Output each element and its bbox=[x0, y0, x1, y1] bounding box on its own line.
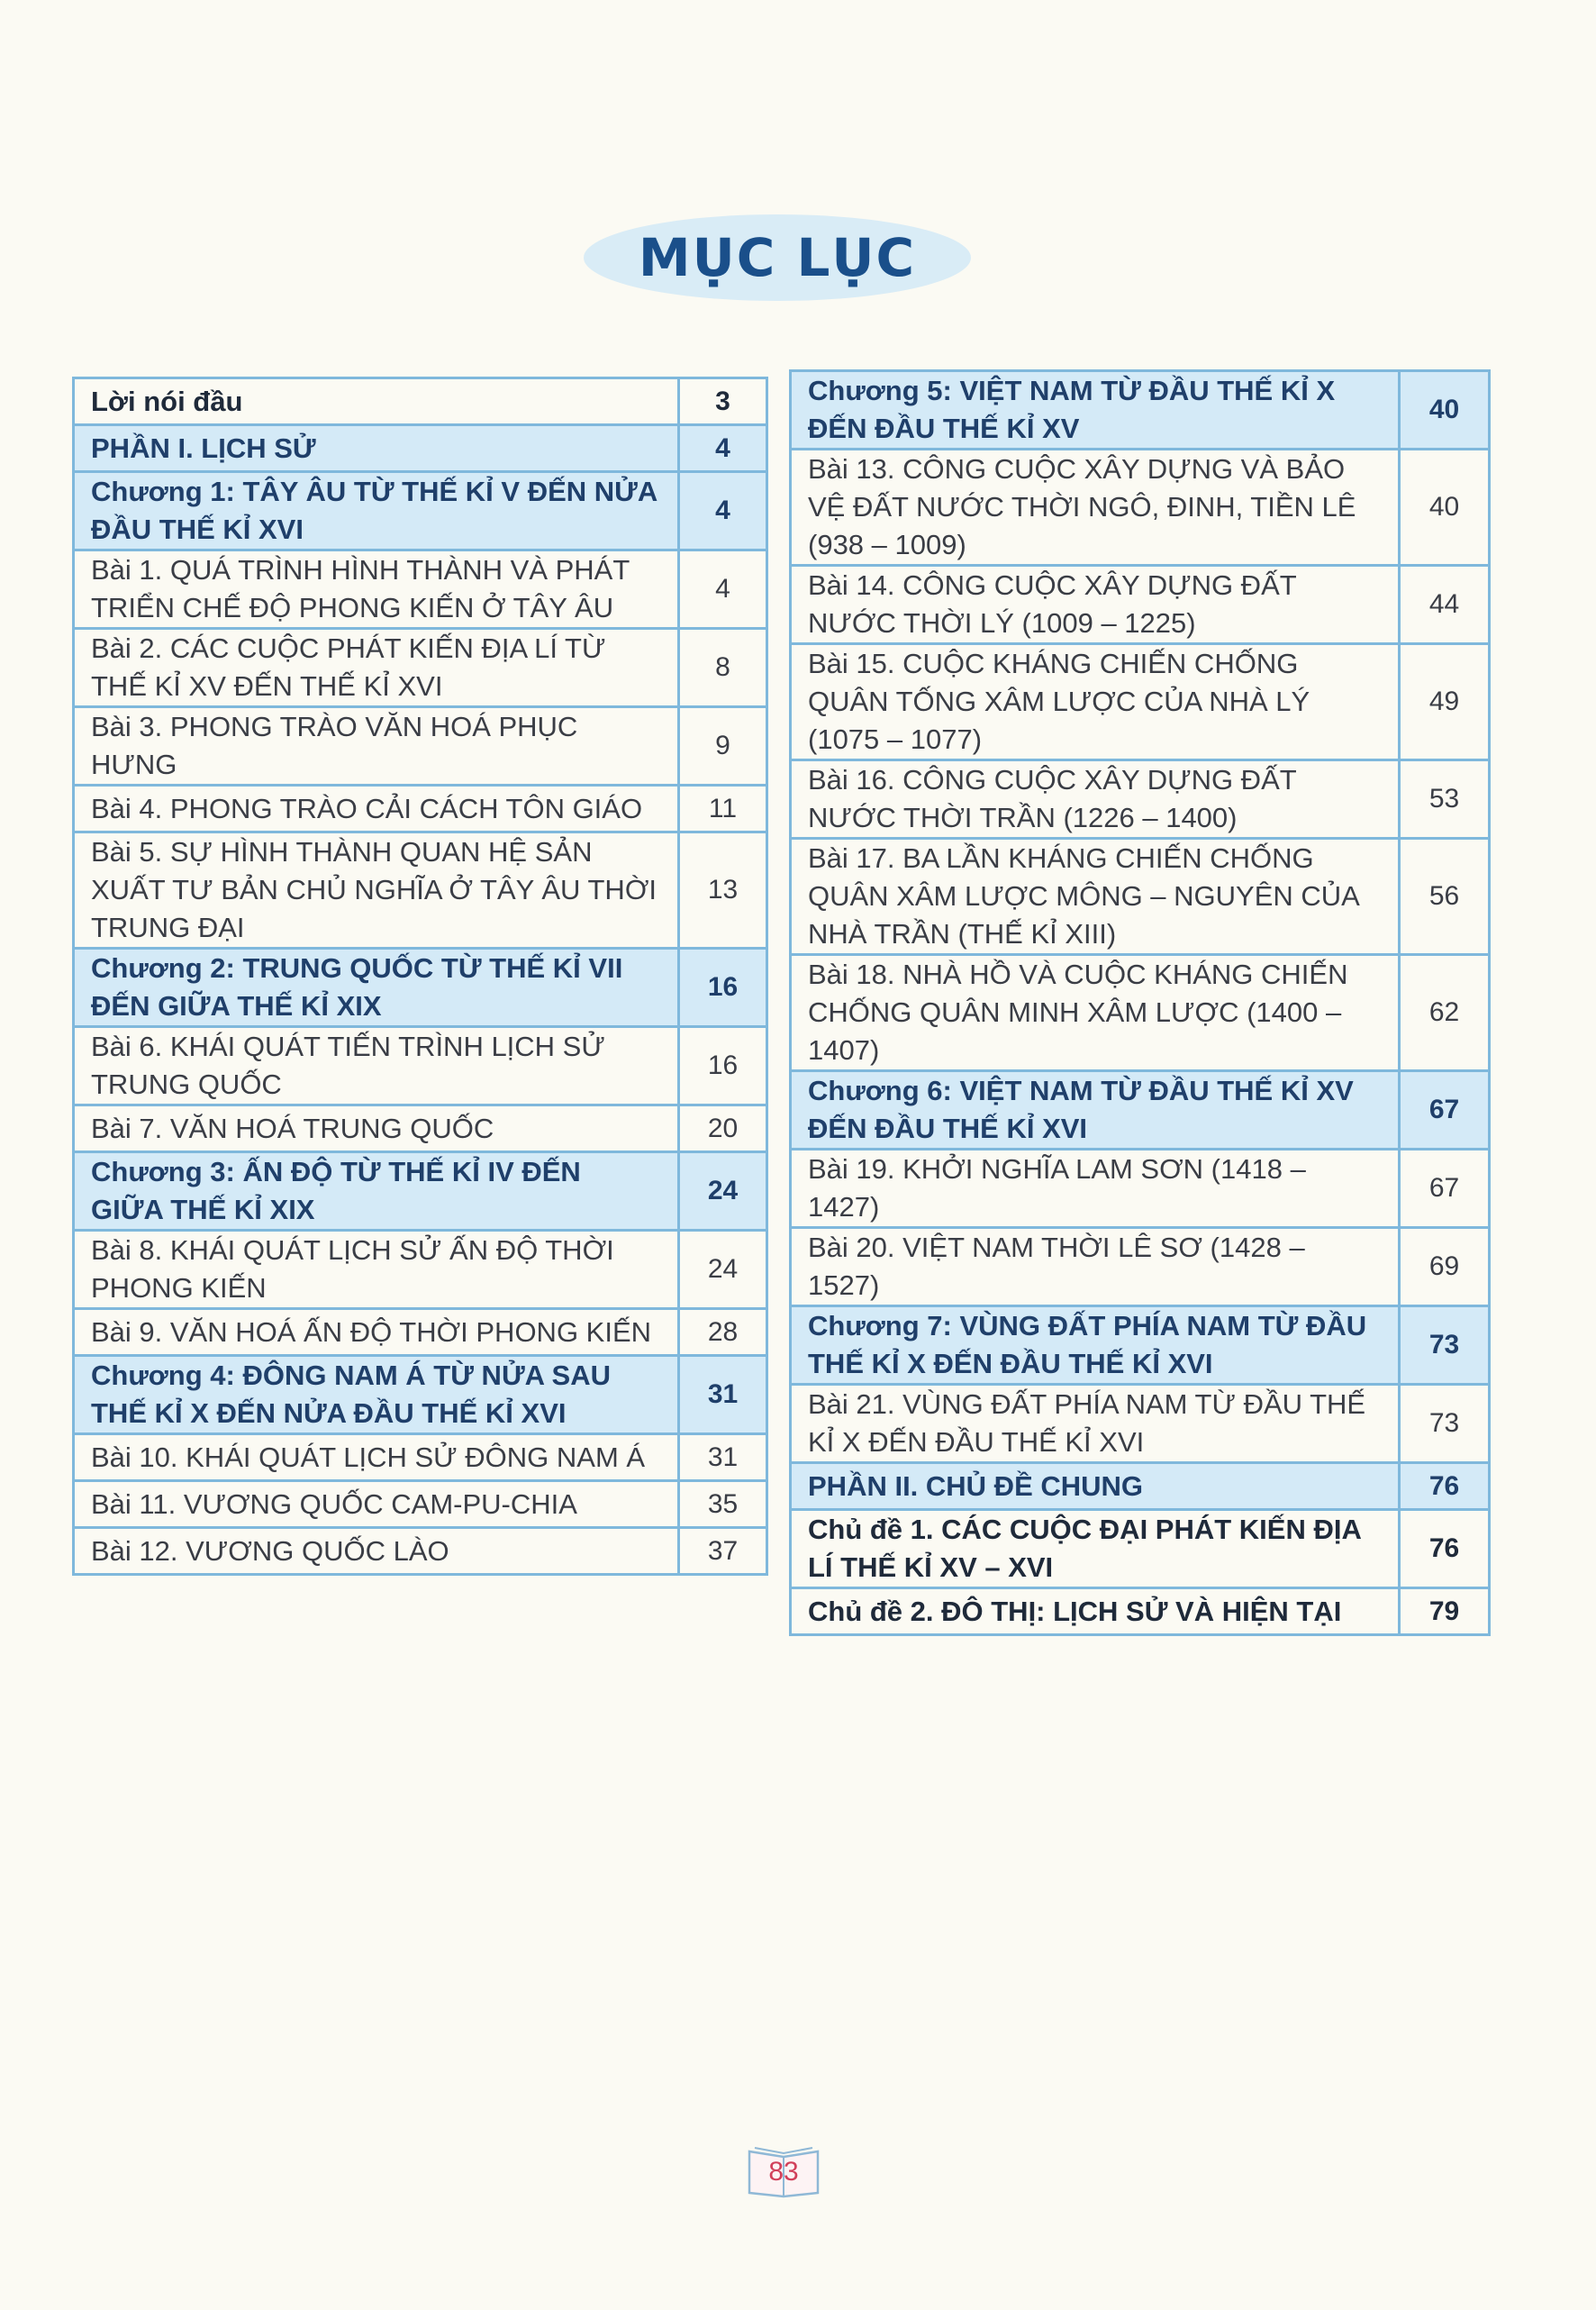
toc-entry-page: 4 bbox=[679, 550, 767, 629]
toc-entry-title: Bài 3. PHONG TRÀO VĂN HOÁ PHỤC HƯNG bbox=[74, 707, 679, 786]
toc-row bbox=[74, 550, 767, 629]
toc-entry-title: Bài 2. CÁC CUỘC PHÁT KIẾN ĐỊA LÍ TỪ THẾ KỈ XV ĐẾN THẾ KỈ XVI bbox=[74, 629, 679, 707]
toc-entry-page: 44 bbox=[1400, 566, 1490, 644]
toc-row bbox=[74, 472, 767, 550]
toc-entry-page: 4 bbox=[679, 472, 767, 550]
toc-entry-page: 24 bbox=[679, 1231, 767, 1309]
toc-entry-title: Bài 7. VĂN HOÁ TRUNG QUỐC bbox=[74, 1105, 679, 1152]
toc-entry-page: 24 bbox=[679, 1152, 767, 1231]
toc-entry-page: 13 bbox=[679, 832, 767, 949]
toc-entry-page: 11 bbox=[679, 786, 767, 832]
toc-row bbox=[791, 644, 1490, 760]
toc-row bbox=[791, 566, 1490, 644]
toc-entry-title: Bài 19. KHỞI NGHĨA LAM SƠN (1418 – 1427) bbox=[791, 1150, 1400, 1228]
page-title: MỤC LỤC bbox=[638, 227, 917, 288]
toc-entry-title: Bài 12. VƯƠNG QUỐC LÀO bbox=[74, 1528, 679, 1575]
toc-entry-title: Chương 1: TÂY ÂU TỪ THẾ KỈ V ĐẾN NỬA ĐẦU THẾ KỈ XVI bbox=[74, 472, 679, 550]
toc-row bbox=[791, 1588, 1490, 1635]
toc-entry-title: Chương 2: TRUNG QUỐC TỪ THẾ KỈ VII ĐẾN GIỮA THẾ KỈ XIX bbox=[74, 949, 679, 1027]
toc-entry-title: Bài 21. VÙNG ĐẤT PHÍA NAM TỪ ĐẦU THẾ KỈ X ĐẾN ĐẦU THẾ KỈ XVI bbox=[791, 1385, 1400, 1463]
toc-row bbox=[791, 1510, 1490, 1588]
toc-row bbox=[791, 1150, 1490, 1228]
toc-entry-title: Chủ đề 2. ĐÔ THỊ: LỊCH SỬ VÀ HIỆN TẠI bbox=[791, 1588, 1400, 1635]
toc-entry-title: PHẦN II. CHỦ ĐỀ CHUNG bbox=[791, 1463, 1400, 1510]
toc-row bbox=[74, 1356, 767, 1434]
toc-entry-title: Bài 15. CUỘC KHÁNG CHIẾN CHỐNG QUÂN TỐNG XÂM LƯỢC CỦA NHÀ LÝ (1075 – 1077) bbox=[791, 644, 1400, 760]
toc-entry-title: Bài 20. VIỆT NAM THỜI LÊ SƠ (1428 – 1527) bbox=[791, 1228, 1400, 1306]
toc-entry-page: 73 bbox=[1400, 1306, 1490, 1385]
toc-entry-page: 20 bbox=[679, 1105, 767, 1152]
toc-entry-page: 79 bbox=[1400, 1588, 1490, 1635]
toc-row bbox=[74, 1152, 767, 1231]
toc-entry-page: 35 bbox=[679, 1481, 767, 1528]
toc-entry-title: Chương 6: VIỆT NAM TỪ ĐẦU THẾ KỈ XV ĐẾN ĐẦU THẾ KỈ XVI bbox=[791, 1071, 1400, 1150]
toc-row bbox=[74, 378, 767, 425]
toc-entry-title: Lời nói đầu bbox=[74, 378, 679, 425]
toc-row bbox=[791, 839, 1490, 955]
toc-row bbox=[74, 1231, 767, 1309]
toc-entry-title: Bài 16. CÔNG CUỘC XÂY DỰNG ĐẤT NƯỚC THỜI TRẦN (1226 – 1400) bbox=[791, 760, 1400, 839]
toc-row bbox=[74, 1027, 767, 1105]
page-number-badge bbox=[744, 2144, 823, 2200]
toc-entry-page: 56 bbox=[1400, 839, 1490, 955]
toc-entry-title: Bài 14. CÔNG CUỘC XÂY DỰNG ĐẤT NƯỚC THỜI LÝ (1009 – 1225) bbox=[791, 566, 1400, 644]
toc-entry-page: 16 bbox=[679, 1027, 767, 1105]
toc-table-right bbox=[789, 369, 1491, 1636]
toc-entry-title: Bài 1. QUÁ TRÌNH HÌNH THÀNH VÀ PHÁT TRIỂN CHẾ ĐỘ PHONG KIẾN Ở TÂY ÂU bbox=[74, 550, 679, 629]
toc-entry-title: Chương 5: VIỆT NAM TỪ ĐẦU THẾ KỈ X ĐẾN ĐẦU THẾ KỈ XV bbox=[791, 371, 1400, 450]
toc-row bbox=[791, 1228, 1490, 1306]
toc-entry-title: Bài 10. KHÁI QUÁT LỊCH SỬ ĐÔNG NAM Á bbox=[74, 1434, 679, 1481]
toc-entry-title: Bài 18. NHÀ HỒ VÀ CUỘC KHÁNG CHIẾN CHỐNG QUÂN MINH XÂM LƯỢC (1400 – 1407) bbox=[791, 955, 1400, 1071]
toc-row bbox=[74, 707, 767, 786]
toc-entry-title: Chương 4: ĐÔNG NAM Á TỪ NỬA SAU THẾ KỈ X ĐẾN NỬA ĐẦU THẾ KỈ XVI bbox=[74, 1356, 679, 1434]
toc-entry-title: Bài 11. VƯƠNG QUỐC CAM-PU-CHIA bbox=[74, 1481, 679, 1528]
toc-entry-title: Chương 3: ẤN ĐỘ TỪ THẾ KỈ IV ĐẾN GIỮA THẾ KỈ XIX bbox=[74, 1152, 679, 1231]
toc-entry-title: Chủ đề 1. CÁC CUỘC ĐẠI PHÁT KIẾN ĐỊA LÍ THẾ KỈ XV – XVI bbox=[791, 1510, 1400, 1588]
toc-entry-page: 62 bbox=[1400, 955, 1490, 1071]
toc-entry-title: PHẦN I. LỊCH SỬ bbox=[74, 425, 679, 472]
toc-entry-title: Bài 6. KHÁI QUÁT TIẾN TRÌNH LỊCH SỬ TRUNG QUỐC bbox=[74, 1027, 679, 1105]
toc-row bbox=[74, 786, 767, 832]
toc-entry-title: Chương 7: VÙNG ĐẤT PHÍA NAM TỪ ĐẦU THẾ KỈ X ĐẾN ĐẦU THẾ KỈ XVI bbox=[791, 1306, 1400, 1385]
toc-entry-page: 67 bbox=[1400, 1071, 1490, 1150]
toc-row bbox=[74, 1528, 767, 1575]
toc-row bbox=[791, 371, 1490, 450]
toc-row bbox=[791, 1071, 1490, 1150]
toc-entry-page: 9 bbox=[679, 707, 767, 786]
toc-row bbox=[791, 955, 1490, 1071]
toc-entry-page: 37 bbox=[679, 1528, 767, 1575]
title-banner bbox=[584, 214, 971, 301]
toc-row bbox=[74, 832, 767, 949]
toc-entry-title: Bài 4. PHONG TRÀO CẢI CÁCH TÔN GIÁO bbox=[74, 786, 679, 832]
toc-entry-title: Bài 13. CÔNG CUỘC XÂY DỰNG VÀ BẢO VỆ ĐẤT NƯỚC THỜI NGÔ, ĐINH, TIỀN LÊ (938 – 1009) bbox=[791, 450, 1400, 566]
toc-entry-page: 16 bbox=[679, 949, 767, 1027]
toc-row bbox=[791, 450, 1490, 566]
toc-entry-page: 3 bbox=[679, 378, 767, 425]
toc-row bbox=[74, 1105, 767, 1152]
toc-entry-page: 67 bbox=[1400, 1150, 1490, 1228]
toc-entry-page: 28 bbox=[679, 1309, 767, 1356]
toc-entry-title: Bài 8. KHÁI QUÁT LỊCH SỬ ẤN ĐỘ THỜI PHONG KIẾN bbox=[74, 1231, 679, 1309]
toc-entry-page: 8 bbox=[679, 629, 767, 707]
toc-row bbox=[74, 1434, 767, 1481]
toc-entry-page: 69 bbox=[1400, 1228, 1490, 1306]
toc-row bbox=[74, 949, 767, 1027]
toc-entry-page: 53 bbox=[1400, 760, 1490, 839]
toc-row bbox=[791, 1463, 1490, 1510]
toc-row bbox=[74, 425, 767, 472]
toc-entry-page: 31 bbox=[679, 1434, 767, 1481]
toc-entry-title: Bài 5. SỰ HÌNH THÀNH QUAN HỆ SẢN XUẤT TƯ BẢN CHỦ NGHĨA Ở TÂY ÂU THỜI TRUNG ĐẠI bbox=[74, 832, 679, 949]
toc-row bbox=[74, 629, 767, 707]
toc-row bbox=[791, 1306, 1490, 1385]
toc-entry-page: 76 bbox=[1400, 1463, 1490, 1510]
toc-row bbox=[74, 1481, 767, 1528]
toc-row bbox=[791, 760, 1490, 839]
toc-entry-page: 49 bbox=[1400, 644, 1490, 760]
toc-entry-page: 40 bbox=[1400, 371, 1490, 450]
toc-entry-page: 73 bbox=[1400, 1385, 1490, 1463]
toc-entry-page: 31 bbox=[679, 1356, 767, 1434]
toc-entry-title: Bài 17. BA LẦN KHÁNG CHIẾN CHỐNG QUÂN XÂM LƯỢC MÔNG – NGUYÊN CỦA NHÀ TRẦN (THẾ KỈ XIII) bbox=[791, 839, 1400, 955]
toc-row bbox=[74, 1309, 767, 1356]
page-number: 83 bbox=[768, 2157, 799, 2187]
toc-entry-page: 4 bbox=[679, 425, 767, 472]
toc-row bbox=[791, 1385, 1490, 1463]
toc-entry-page: 76 bbox=[1400, 1510, 1490, 1588]
toc-table-left bbox=[72, 377, 768, 1576]
toc-entry-title: Bài 9. VĂN HOÁ ẤN ĐỘ THỜI PHONG KIẾN bbox=[74, 1309, 679, 1356]
toc-entry-page: 40 bbox=[1400, 450, 1490, 566]
